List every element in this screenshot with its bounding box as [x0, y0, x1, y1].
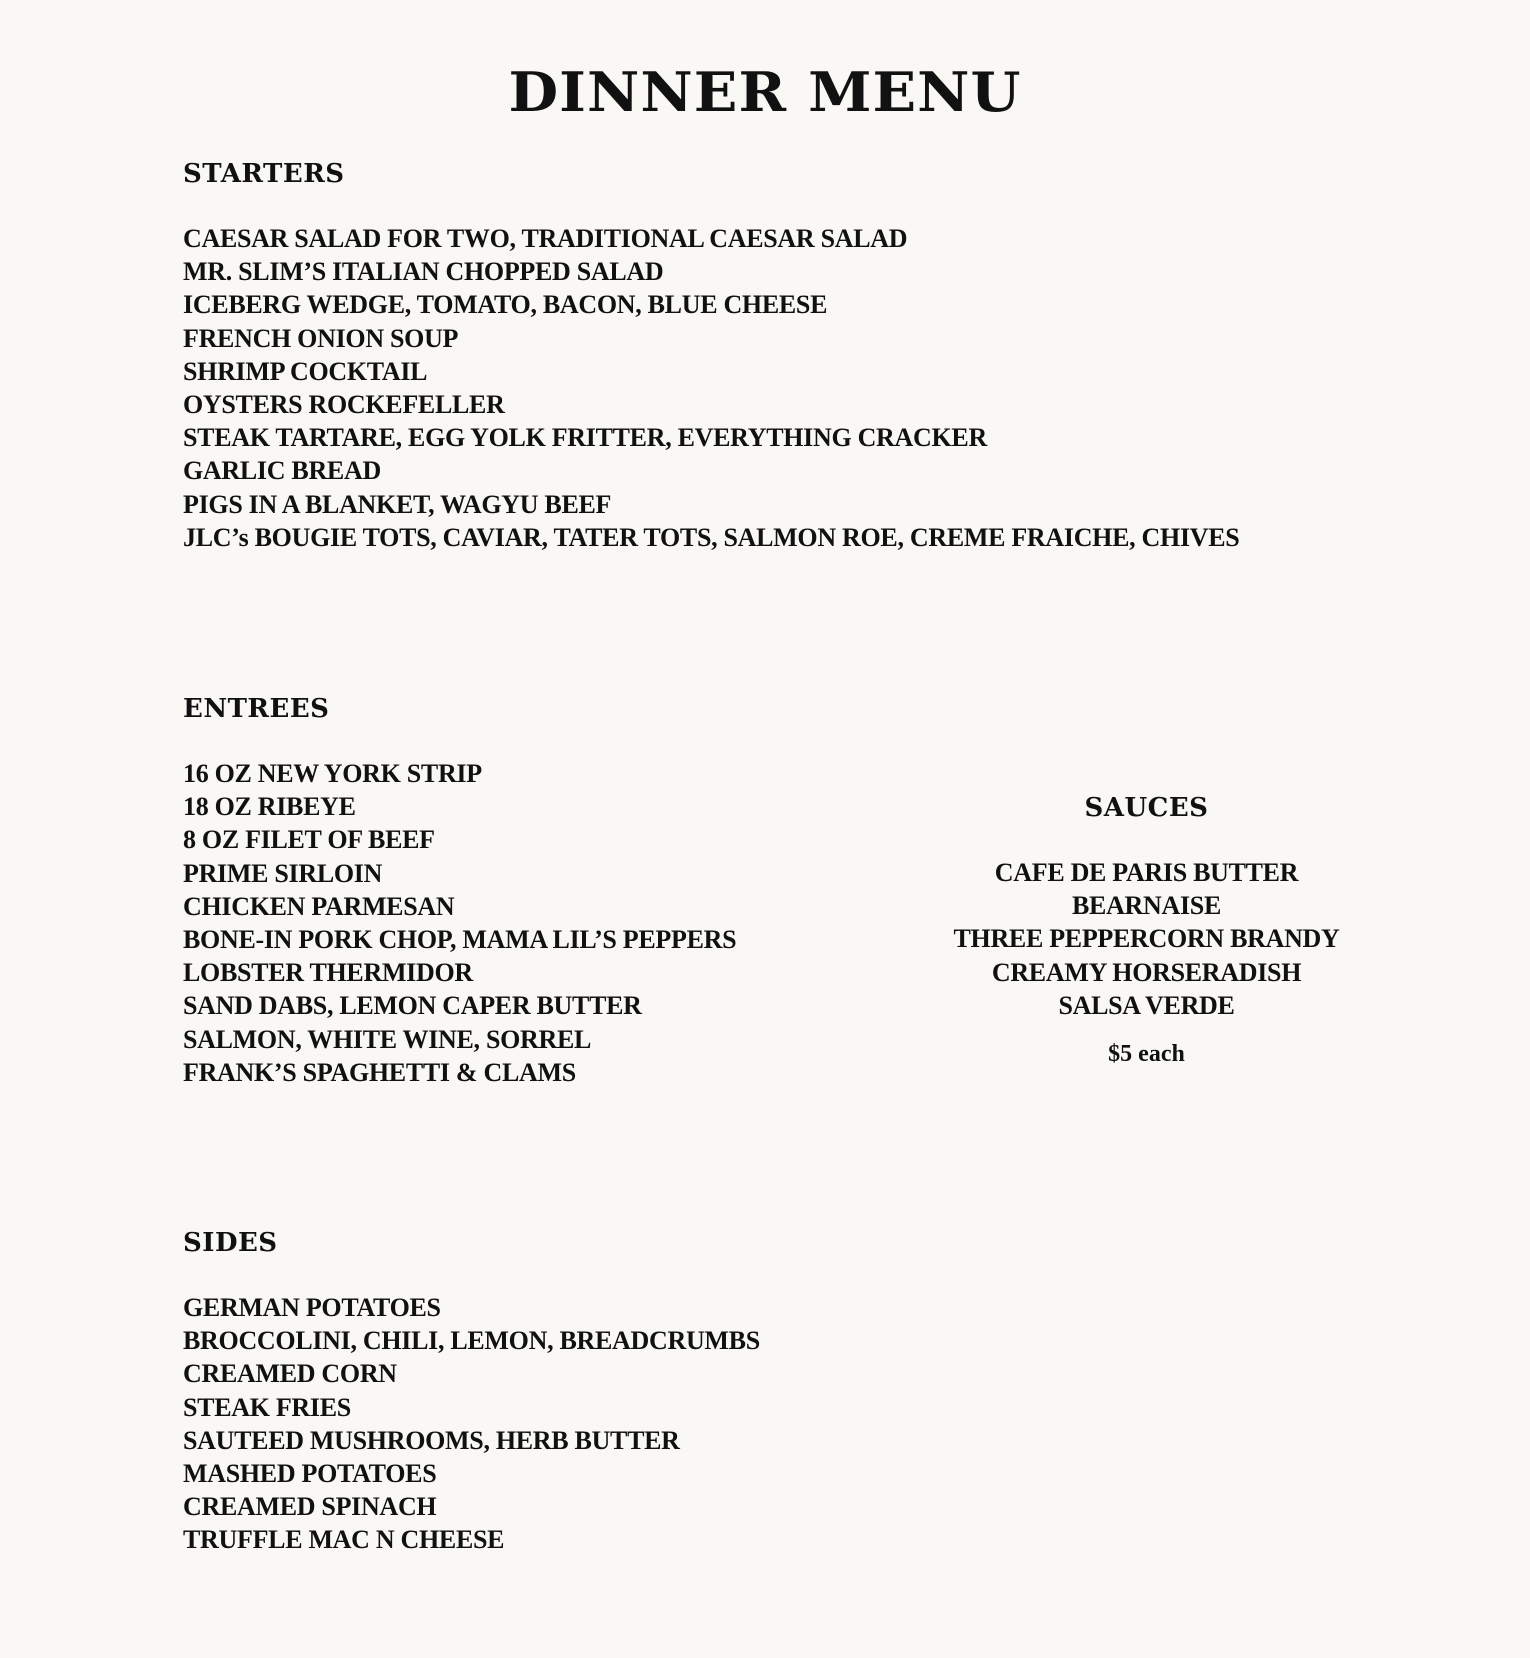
- sauce-item: BEARNAISE: [1071, 891, 1221, 921]
- side-item: SAUTEED MUSHROOMS, HERB BUTTER: [183, 1425, 680, 1455]
- entree-item: 16 OZ NEW YORK STRIP: [183, 759, 482, 788]
- entree-item: FRANK’S SPAGHETTI & CLAMS: [183, 1057, 576, 1087]
- entrees-section: [183, 691, 736, 1089]
- sauce-item: CAFE DE PARIS BUTTER: [994, 858, 1299, 887]
- starters-list: [183, 222, 1239, 554]
- side-item: TRUFFLE MAC N CHEESE: [183, 1525, 505, 1555]
- side-item: MASHED POTATOES: [183, 1459, 437, 1489]
- starter-item: ICEBERG WEDGE, TOMATO, BACON, BLUE CHEESE: [183, 290, 828, 320]
- starter-item: SHRIMP COCKTAIL: [183, 356, 428, 386]
- entrees-heading: ENTREES: [183, 694, 330, 724]
- entree-item: SALMON, WHITE WINE, SORREL: [183, 1024, 592, 1054]
- starter-item: OYSTERS ROCKEFELLER: [183, 390, 505, 420]
- sauces-heading: SAUCES: [1084, 793, 1209, 823]
- entree-item: 8 OZ FILET OF BEEF: [183, 825, 435, 855]
- entree-item: SAND DABS, LEMON CAPER BUTTER: [183, 991, 642, 1021]
- side-item: CREAMED SPINACH: [183, 1492, 437, 1522]
- starter-item: CAESAR SALAD FOR TWO, TRADITIONAL CAESAR SALAD: [183, 224, 908, 253]
- starter-item: JLC’s BOUGIE TOTS, CAVIAR, TATER TOTS, SALMON ROE, CREME FRAICHE, CHIVES: [183, 522, 1240, 552]
- entrees-list: [183, 757, 736, 1089]
- sauces-list: [915, 856, 1378, 1022]
- side-item: CREAMED CORN: [183, 1359, 397, 1389]
- entree-item: LOBSTER THERMIDOR: [183, 958, 473, 988]
- sides-heading: SIDES: [183, 1228, 278, 1258]
- sauces-price: $5 each: [1108, 1041, 1185, 1068]
- page-title: DINNER MENU: [508, 60, 1022, 124]
- sauce-item: THREE PEPPERCORN BRANDY: [953, 924, 1340, 954]
- entree-item: BONE-IN PORK CHOP, MAMA LIL’S PEPPERS: [183, 925, 737, 955]
- sides-section: [183, 1225, 760, 1557]
- sauces-section: [915, 790, 1378, 1069]
- starter-item: GARLIC BREAD: [183, 456, 381, 486]
- starter-item: MR. SLIM’S ITALIAN CHOPPED SALAD: [183, 257, 664, 287]
- side-item: BROCCOLINI, CHILI, LEMON, BREADCRUMBS: [183, 1326, 760, 1356]
- starter-item: PIGS IN A BLANKET, WAGYU BEEF: [183, 489, 612, 519]
- entree-item: CHICKEN PARMESAN: [183, 891, 455, 921]
- starters-heading: STARTERS: [183, 159, 345, 189]
- starter-item: FRENCH ONION SOUP: [183, 323, 459, 353]
- entree-item: 18 OZ RIBEYE: [183, 792, 356, 822]
- starter-item: STEAK TARTARE, EGG YOLK FRITTER, EVERYTHING CRACKER: [183, 423, 987, 453]
- sauce-item: SALSA VERDE: [1058, 990, 1235, 1020]
- sauce-item: CREAMY HORSERADISH: [991, 957, 1302, 987]
- side-item: STEAK FRIES: [183, 1392, 351, 1422]
- starters-section: [183, 156, 1239, 554]
- sides-list: [183, 1291, 760, 1557]
- side-item: GERMAN POTATOES: [183, 1293, 441, 1322]
- entree-item: PRIME SIRLOIN: [183, 858, 383, 888]
